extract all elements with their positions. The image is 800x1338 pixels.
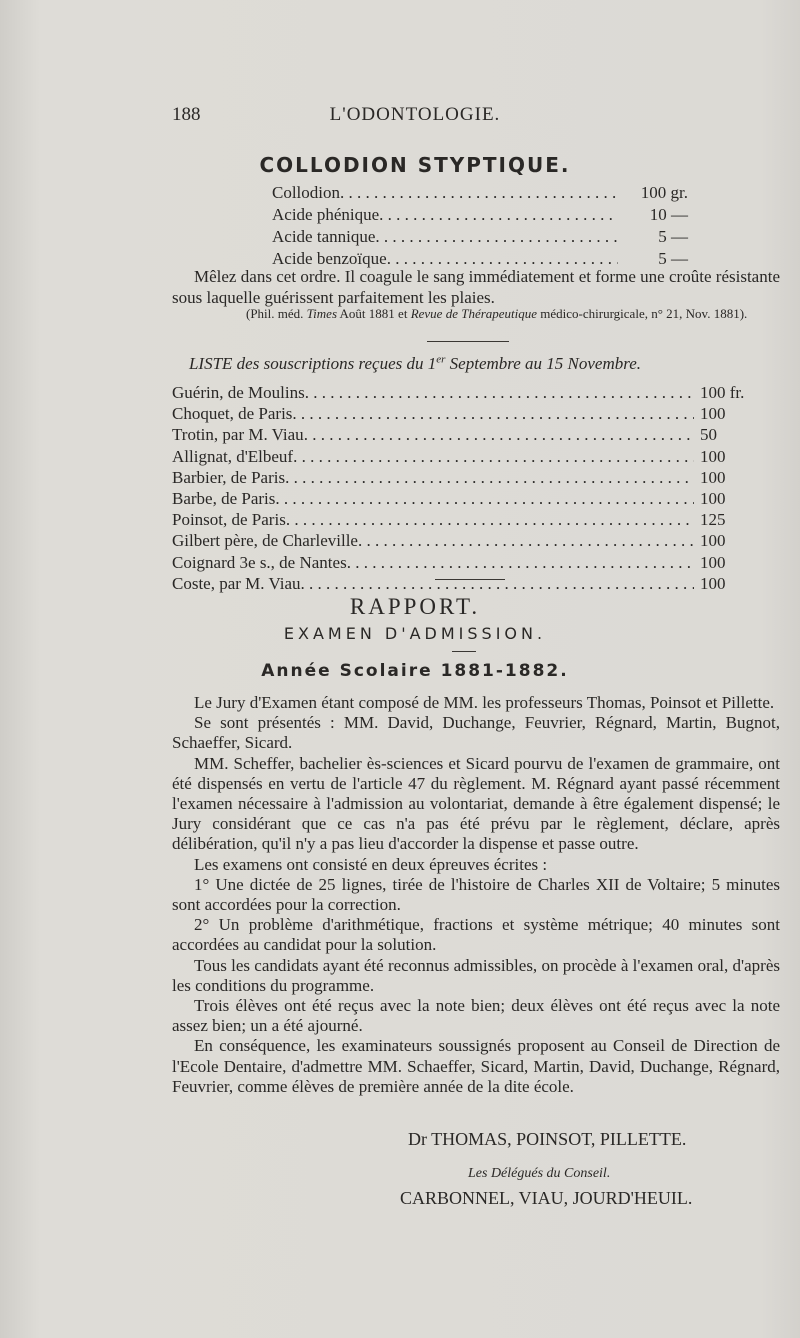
- recipe-qty: 5 —: [658, 249, 688, 268]
- list-item: Trotin, par M. Viau . . . 50: [172, 424, 780, 445]
- rapport-subtitle: EXAMEN D'ADMISSION.: [283, 624, 547, 643]
- signature-delegues: CARBONNEL, VIAU, JOURD'HEUIL.: [400, 1188, 693, 1208]
- paragraph: Tous les candidats ayant été reconnus admissibles, on procède à l'examen oral, d'après les conditions du programme.: [172, 955, 780, 995]
- recipe-row: [272, 226, 692, 248]
- divider: [427, 341, 509, 342]
- paragraph: 2° Un problème d'arithmétique, fractions et système métrique; 40 minutes sont accordées au candidat pour la solution.: [172, 915, 780, 955]
- list-item: Barbier, de Paris . . . 100: [172, 467, 780, 488]
- list-item: Poinsot, de Paris . . . 125: [172, 509, 780, 530]
- paragraph: Le Jury d'Examen étant composé de MM. les professeurs Thomas, Poinsot et Pillette.: [194, 693, 775, 712]
- list-item: Coignard 3e s., de Nantes . . . 100: [172, 552, 780, 573]
- collodion-paragraph: Mêlez dans cet ordre. Il coagule le sang immédiatement et forme une croûte résistante sous laquelle guérissent parfaitement les plaies.: [172, 267, 780, 307]
- recipe-qty: 5 —: [658, 227, 688, 246]
- paragraph: Trois élèves ont été reçus avec la note bien; deux élèves ont été reçus avec la note assez bien; un a été ajourné.: [172, 996, 780, 1036]
- recipe-name: Acide phénique: [272, 205, 380, 224]
- list-item: Gilbert père, de Charleville . . . 100: [172, 530, 780, 551]
- recipe-list: [272, 182, 692, 270]
- rapport-body: [172, 693, 780, 1097]
- signature: Dr THOMAS, POINSOT, PILLETTE.: [408, 1129, 687, 1149]
- recipe-qty: 100 gr.: [640, 183, 688, 202]
- recipe-name: Acide benzoïque: [272, 249, 387, 268]
- paragraph: MM. Scheffer, bachelier ès-sciences et Sicard pourvu de l'examen de grammaire, ont été dispensés en vertu de l'article 47 du règlement. M. Régnard ayant passé récemment l'examen nécessaire à l'admission au volontariat, demande à être également dispensé; le Jury considérant que ce cas n'a pas été prévu par le règlement, déclare, après délibération, qu'il n'y a pas lieu d'accorder la dispense et passe outre.: [172, 753, 780, 854]
- recipe-name: Acide tannique: [272, 227, 376, 246]
- list-item: Coste, par M. Viau . . . 100: [172, 573, 780, 594]
- page-number: 188: [172, 104, 201, 125]
- paragraph: Les examens ont consisté en deux épreuves écrites :: [194, 854, 548, 874]
- list-item: Allignat, d'Elbeuf . . . 100: [172, 446, 780, 467]
- rapport-title: RAPPORT.: [349, 594, 481, 619]
- list-item: Barbe, de Paris . . . 100: [172, 488, 780, 509]
- paragraph: 1° Une dictée de 25 lignes, tirée de l'histoire de Charles XII de Voltaire; 5 minutes sont accordées pour la correction.: [172, 874, 780, 915]
- divider: [452, 651, 476, 652]
- delegues-label: Les Délégués du Conseil.: [468, 1166, 611, 1181]
- subscription-list: [172, 382, 780, 594]
- recipe-qty: 10 —: [649, 205, 688, 224]
- list-item: Choquet, de Paris . . . 100: [172, 403, 780, 424]
- divider: [435, 579, 505, 580]
- recipe-row: [272, 182, 692, 204]
- collodion-source: (Phil. méd. Times Août 1881 et Revue de Thérapeutique médico-chirurgicale, n° 21, Nov. 1881).: [246, 306, 748, 321]
- rapport-year: Année Scolaire 1881-1882.: [261, 661, 569, 681]
- list-item: Guérin, de Moulins . . . 100 fr.: [172, 382, 780, 403]
- paragraph: En conséquence, les examinateurs soussignés proposent au Conseil de Direction de l'Ecole Dentaire, d'admettre MM. Schaeffer, Sicard, Martin, David, Duchange, Régnard, Feuvrier, comme élèves de première année de la dite école.: [172, 1036, 780, 1096]
- running-title: L'ODONTOLOGIE.: [329, 104, 501, 125]
- paragraph: Se sont présentés : MM. David, Duchange, Feuvrier, Régnard, Martin, Bugnot, Schaeffer, Sicard.: [172, 713, 780, 753]
- recipe-name: Collodion: [272, 183, 341, 202]
- liste-title: LISTE des souscriptions reçues du 1er Septembre au 15 Novembre.: [188, 353, 642, 373]
- collodion-title: COLLODION STYPTIQUE.: [259, 153, 571, 177]
- recipe-row: [272, 204, 692, 226]
